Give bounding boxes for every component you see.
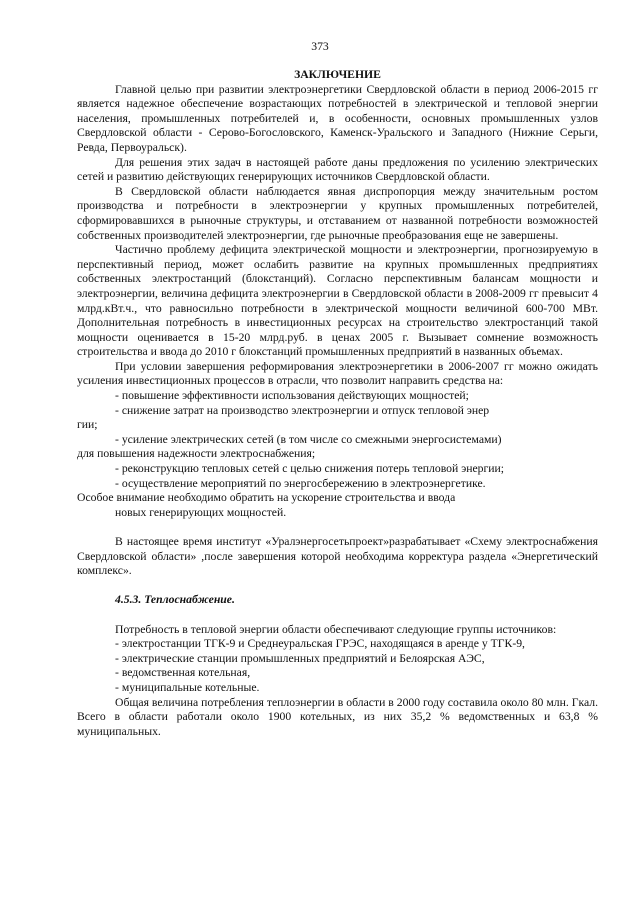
- heat-source-item: - электростанции ТГК-9 и Среднеуральская ГРЭС, находящаяся в аренде у ТГК-9,: [115, 637, 525, 651]
- special-attention-continuation: новых генерирующих мощностей.: [115, 505, 287, 519]
- list-item-networks: - усиление электрических сетей (в том числе со смежными энергосистемами): [115, 432, 502, 446]
- paragraph-heat-consumption: Общая величина потребления теплоэнергии в области в 2000 году составила около 80 млн. Гкал. Всего в области работали около 1900 котельных, из них 35,2 % ведомственных и 63,8 % муниципальных.: [77, 695, 598, 738]
- list-item-cost-reduction-continuation: гии;: [77, 418, 98, 432]
- list-item-energy-saving: - осуществление мероприятий по энергосбережению в электроэнергетике.: [115, 476, 486, 490]
- paragraph-proposals: Для решения этих задач в настоящей работе даны предложения по усилению электрических сетей и развитию действующих генерирующих источников Свердловской области.: [77, 155, 598, 184]
- page-number: 373: [311, 40, 329, 53]
- paragraph-disproportion: В Свердловской области наблюдается явная диспропорция между значительным ростом производства и потребности в электроэнергии у крупных промышленных потребителей, сформировавшихся в рыночные структуры, и отставанием от названной потребности возможностей собственных производителей электроэнергии, где рыночные преобразования еще не завершены.: [77, 184, 598, 242]
- paragraph-deficit: Частично проблему дефицита электрической мощности и электроэнергии, прогнозируемую в перспективный период, может ослабить развитие на крупных промышленных предприятиях собственных электростанций (блокстанций). Согласно перспективным балансам мощности и электроэнергии, величина дефицита электроэнергии в Свердловской области в 2008-2009 гг превысит 4 млрд.кВт.ч., что равносильно потребности в электрической мощности величиной 600-700 МВт. Дополнительная потребность в инвестиционных ресурсах на строительство электростанций такой мощности оценивается в 15-20 млрд.руб. в ценах 2005 г. Вызывает сомнение возможность строительства и ввода до 2010 г блокстанций промышленных предприятий в названных объемах.: [77, 243, 598, 359]
- document-body: [77, 68, 598, 739]
- paragraph-institute: В настоящее время институт «Уралэнергосетьпроект»разрабатывает «Схему электроснабжения Свердловской области» ,после завершения которой необходима корректура раздела «Энергетический комплекс».: [77, 535, 598, 578]
- paragraph-goal: Главной целью при развитии электроэнергетики Свердловской области в период 2006-2015 гг является надежное обеспечение возрастающих потребностей в электрической и тепловой энергии населения, промышленных потребителей и, в особенности, основных промышленных узлов Свердловской области - Серово-Богословского, Каменск-Уральского и Западного (Нижние Серьги, Ревда, Первоуральск).: [77, 82, 598, 154]
- list-item-networks-continuation: для повышения надежности электроснабжения;: [77, 447, 316, 461]
- list-item-efficiency: - повышение эффективности использования действующих мощностей;: [115, 389, 469, 403]
- special-attention-line: Особое внимание необходимо обратить на ускорение строительства и ввода: [77, 491, 456, 505]
- paragraph-heat-intro: Потребность в тепловой энергии области обеспечивают следующие группы источников:: [115, 622, 557, 636]
- section-heading: ЗАКЛЮЧЕНИЕ: [294, 68, 381, 81]
- subsection-title: 4.5.3. Теплоснабжение.: [115, 593, 235, 607]
- heat-source-item: - ведомственная котельная,: [115, 666, 251, 680]
- list-item-heat-networks: - реконструкцию тепловых сетей с целью снижения потерь тепловой энергии;: [115, 462, 505, 476]
- paragraph-reform: При условии завершения реформирования электроэнергетики в 2006-2007 гг можно ожидать усиления инвестиционных процессов в отрасли, что позволит направить средства на:: [77, 359, 598, 388]
- heat-source-item: - муниципальные котельные.: [115, 680, 260, 694]
- heat-source-item: - электрические станции промышленных предприятий и Белоярская АЭС,: [115, 651, 485, 665]
- list-item-cost-reduction: - снижение затрат на производство электроэнергии и отпуск тепловой энер: [115, 403, 490, 417]
